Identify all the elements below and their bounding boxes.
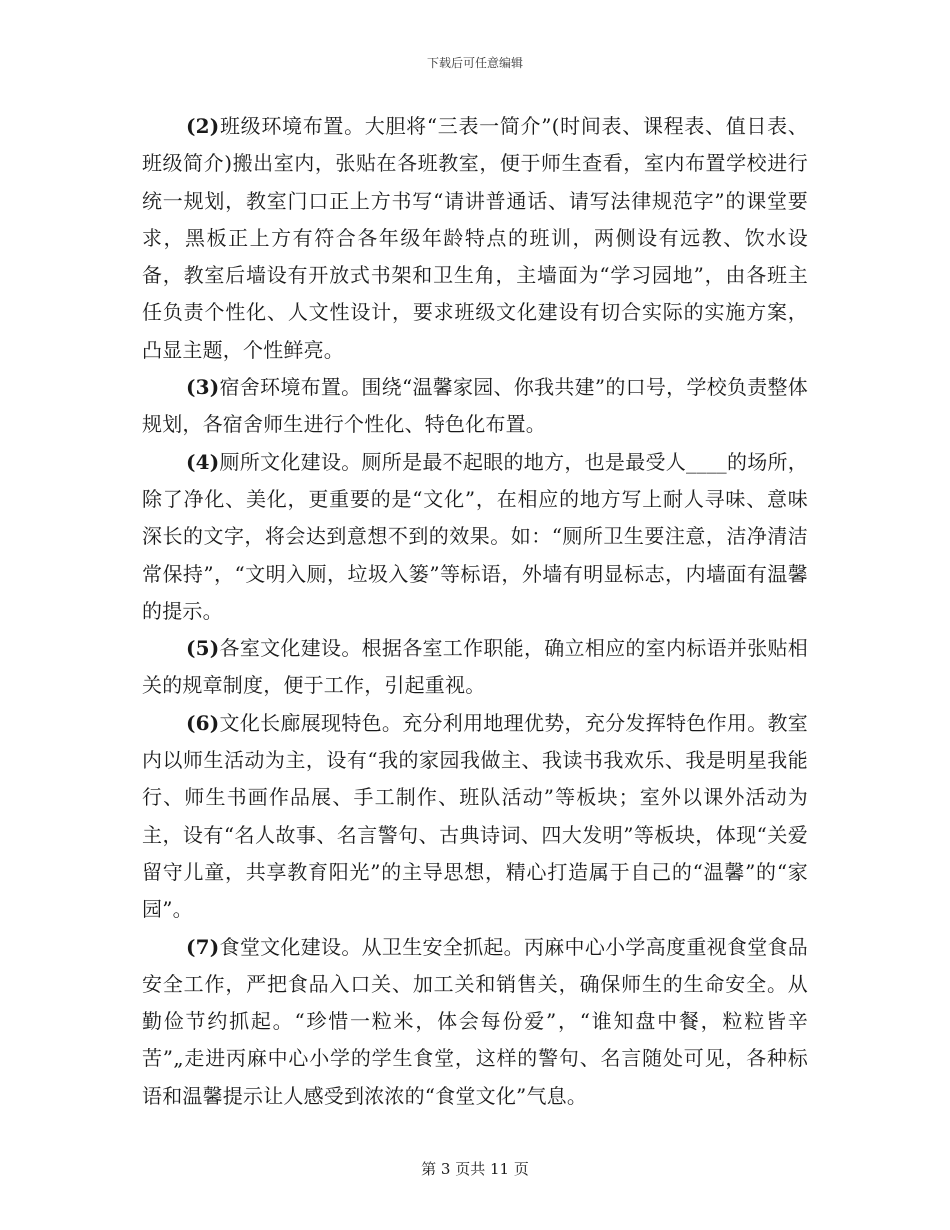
paragraph-3 xyxy=(142,369,808,444)
document-body xyxy=(142,108,808,1115)
paragraph-6 xyxy=(142,705,808,929)
paragraph-text: 各室文化建设。根据各室工作职能，确立相应的室内标语并张贴相关的规章制度，便于工作，引起重视。 xyxy=(142,636,808,698)
page-header: 下载后可任意编辑 xyxy=(426,56,523,70)
paragraph-number: (3) xyxy=(186,375,220,400)
paragraph-text: 文化长廊展现特色。充分利用地理优势，充分发挥特色作用。教室内以师生活动为主，设有“我的家园我做主、我读书我欢乐、我是明星我能行、师生书画作品展、手工制作、班队活动”等板块；室外以课外活动为主，设有“名人故事、名言警句、古典诗词、四大发明”等板块，体现“关爱留守儿童，共享教育阳光”的主导思想，精心打造属于自己的“温馨”的“家园”。 xyxy=(142,710,808,922)
paragraph-7 xyxy=(142,929,808,1115)
paragraph-number: (2) xyxy=(186,114,220,138)
paragraph-text: 班级环境布置。大胆将“三表一简介”(时间表、课程表、值日表、班级简介)搬出室内，张贴在各班教室，便于师生查看，室内布置学校进行统一规划，教室门口正上方书写“请讲普通话、请写法律规范字”的课堂要求，黑板正上方有符合各年级年龄特点的班训，两侧设有远教、饮水设备，教室后墙设有开放式书架和卫生角，主墙面为“学习园地”，由各班主任负责个性化、人文性设计，要求班级文化建设有切合实际的实施方案，凸显主题，个性鲜亮。 xyxy=(142,114,808,362)
paragraph-2 xyxy=(142,108,808,369)
paragraph-number: (7) xyxy=(186,934,220,959)
paragraph-4 xyxy=(142,444,808,630)
paragraph-number: (5) xyxy=(186,636,220,661)
paragraph-5 xyxy=(142,630,808,705)
paragraph-text: 厕所文化建设。厕所是最不起眼的地方，也是最受人____的场所，除了净化、美化，更重要的是“文化”，在相应的地方写上耐人寻味、意味深长的文字，将会达到意想不到的效果。如：“厕所卫生要注意，洁净清洁常保持”，“文明入厕，垃圾入篓”等标语，外墙有明显标志，内墙面有温馨的提示。 xyxy=(142,449,808,623)
paragraph-number: (6) xyxy=(186,710,220,735)
paragraph-text: 宿舍环境布置。围绕“温馨家园、你我共建”的口号，学校负责整体规划，各宿舍师生进行个性化、特色化布置。 xyxy=(142,375,808,437)
paragraph-number: (4) xyxy=(186,449,220,474)
page-footer: 第 3 页共 11 页 xyxy=(421,1160,529,1178)
paragraph-text: 食堂文化建设。从卫生安全抓起。丙麻中心小学高度重视食堂食品安全工作，严把食品入口关、加工关和销售关，确保师生的生命安全。从勤俭节约抓起。“珍惜一粒米，体会每份爱”，“谁知盘中餐，粒粒皆辛苦”„走进丙麻中心小学的学生食堂，这样的警句、名言随处可见，各种标语和温馨提示让人感受到浓浓的“食堂文化”气息。 xyxy=(142,934,808,1108)
